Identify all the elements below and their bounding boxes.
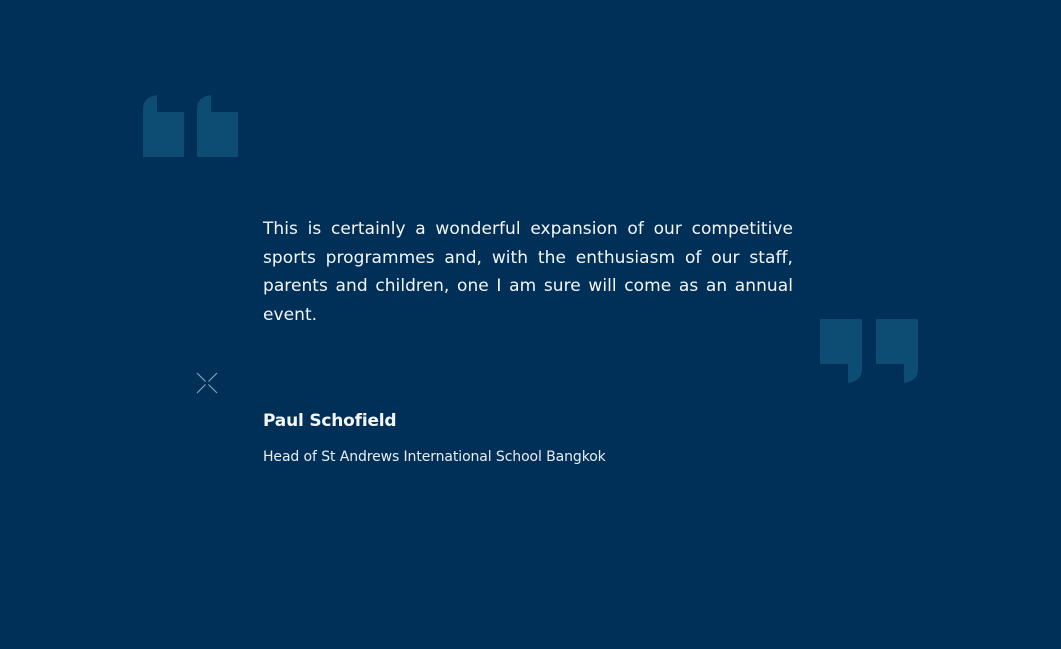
open-quote-icon — [143, 95, 239, 157]
author-name: Paul Schofield — [263, 411, 397, 431]
testimonial-quote: This is certainly a wonderful expansion of our competitive sports programmes and, with the enthusiasm of our staff, parents and children, one I am sure will come as an annual event. — [263, 219, 793, 325]
x-cross-icon[interactable] — [195, 371, 219, 395]
close-quote-icon — [820, 319, 919, 383]
author-title: Head of St Andrews International School Bangkok — [263, 449, 606, 465]
